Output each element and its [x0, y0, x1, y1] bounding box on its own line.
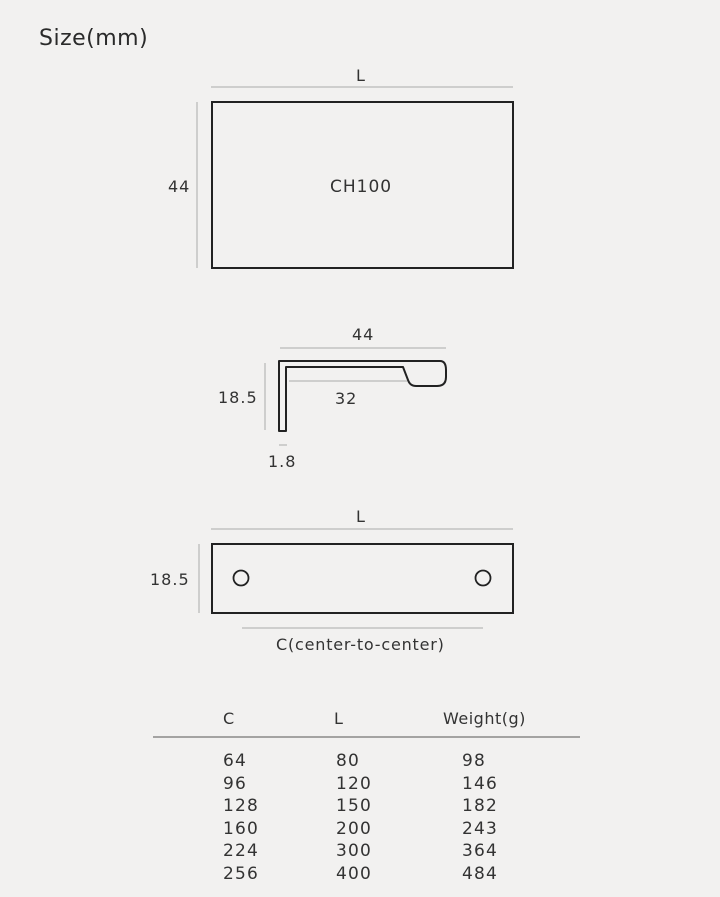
top-height-label: 44: [168, 177, 191, 196]
center-to-center-label: C(center-to-center): [276, 635, 445, 654]
front-width-label: L: [356, 507, 366, 526]
table-column-l: [336, 750, 372, 886]
table-cell: 300: [336, 841, 373, 862]
table-cell: 364: [462, 841, 499, 862]
table-cell: 128: [223, 796, 260, 817]
table-header-c: C: [223, 709, 235, 728]
profile-outline: [279, 361, 446, 431]
profile-thickness-label: 1.8: [268, 452, 297, 471]
table-cell: 484: [462, 863, 499, 884]
model-label: CH100: [330, 177, 393, 197]
table-cell: 120: [336, 773, 373, 794]
table-cell: 146: [462, 773, 499, 794]
front-height-label: 18.5: [150, 570, 190, 589]
profile-height-label: 18.5: [218, 388, 258, 407]
page-title: Size(mm): [39, 26, 149, 51]
table-cell: 160: [223, 818, 260, 839]
table-cell: 64: [223, 751, 248, 771]
table-cell: 224: [223, 841, 260, 862]
right-screw-hole: [476, 571, 491, 586]
table-cell: 150: [336, 796, 373, 817]
table-cell: 243: [462, 818, 499, 839]
profile-inner-label: 32: [335, 389, 358, 408]
profile-top-label: 44: [352, 325, 375, 344]
table-column-c: [223, 750, 259, 886]
table-header-l: L: [334, 709, 344, 728]
table-header-weight: Weight(g): [443, 709, 526, 728]
top-width-label: L: [356, 66, 366, 85]
table-cell: 200: [336, 818, 373, 839]
table-cell: 96: [223, 773, 248, 794]
table-column-weight: [462, 750, 498, 886]
table-cell: 400: [336, 863, 373, 884]
front-view-rectangle: [212, 544, 513, 613]
table-cell: 256: [223, 863, 260, 884]
table-cell: 182: [462, 796, 499, 817]
left-screw-hole: [234, 571, 249, 586]
table-cell: 80: [336, 751, 361, 771]
table-cell: 98: [462, 751, 487, 771]
